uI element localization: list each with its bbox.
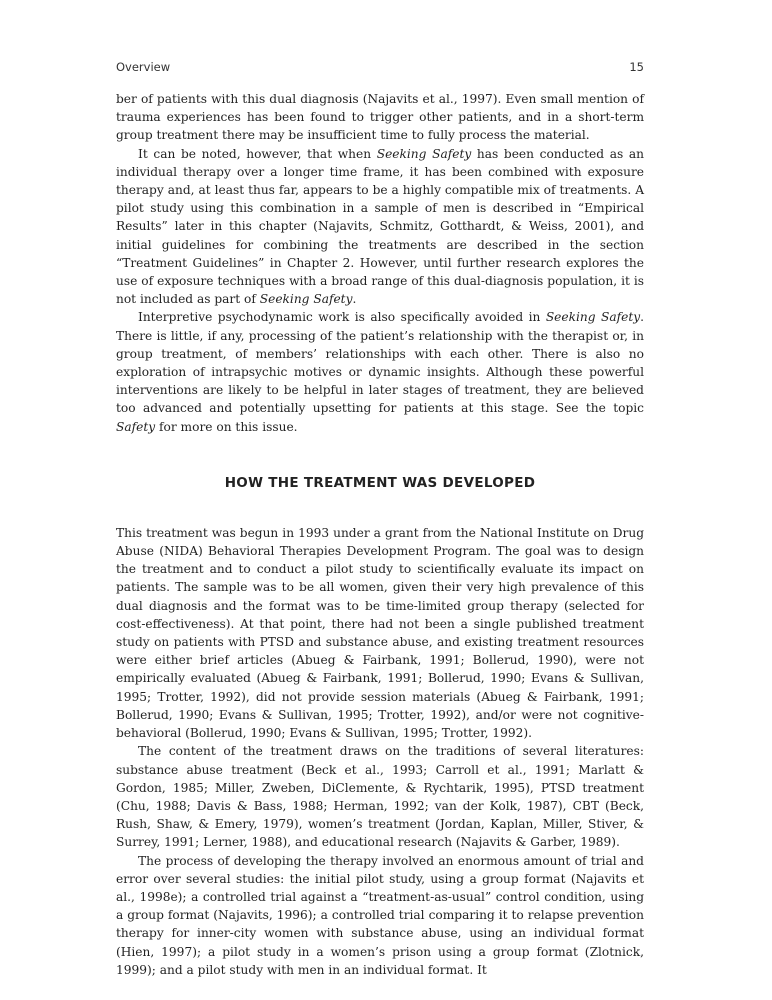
italic-title: Seeking Safety <box>376 146 472 161</box>
running-header <box>116 60 644 78</box>
text-run: Interpretive psychodynamic work is also specifically avoided in <box>138 310 546 325</box>
running-head-section: Overview <box>116 60 171 74</box>
body-paragraph <box>116 90 644 145</box>
body-paragraph <box>116 524 644 742</box>
text-run: has been conducted as an individual therapy over a longer time frame, it has been combined with exposure therapy and, at least thus far, appears to be a highly compatible mix of treatments. A pilot study using this combination in a sample of men is described in “Empirical Results” later in this chapter (Najavits, Schmitz, Gotthardt, & Weiss, 2001), and initial guidelines for combining the treatments are described in the section “Treatment Guidelines” in Chapter 2. However, until further research explores the use of exposure techniques with a broad range of this dual-diagnosis population, it is not included as part of <box>116 146 644 307</box>
text-run: The process of developing the therapy involved an enormous amount of trial and error over several studies: the initial pilot study, using a group format (Najavits et al., 1998e); a controlled trial against a “treatment-as-usual” control condition, using a group format (Najavits, 1996); a controlled trial comparing it to relapse prevention therapy for inner-city women with substance abuse, using an individual format (Hien, 1997); a pilot study in a women’s prison using a group format (Zlotnick, 1999); and a pilot study with men in an individual format. It <box>116 853 644 977</box>
body-paragraph <box>116 742 644 851</box>
text-run: . <box>352 292 357 307</box>
section-heading: HOW THE TREATMENT WAS DEVELOPED <box>224 474 536 491</box>
body-text <box>116 90 644 979</box>
text-run: It can be noted, however, that when <box>138 146 377 161</box>
body-paragraph <box>116 145 644 309</box>
page-number: 15 <box>629 60 644 74</box>
italic-topic: Safety <box>116 419 156 434</box>
text-run: for more on this issue. <box>155 419 298 434</box>
body-paragraph <box>116 308 644 435</box>
text-run: The content of the treatment draws on the traditions of several literatures: substance abuse treatment (Beck et al., 1993; Carroll et al., 1991; Marlatt & Gordon, 1985; Miller, Zweben, DiClemente, & Rychtarik, 1995), PTSD treatment (Chu, 1988; Davis & Bass, 1988; Herman, 1992; van der Kolk, 1987), CBT (Beck, Rush, Shaw, & Emery, 1979), women’s treatment (Jordan, Kaplan, Miller, Stiver, & Surrey, 1991; Lerner, 1988), and educational research (Najavits & Garber, 1989). <box>116 744 644 850</box>
text-run: . There is little, if any, processing of the patient’s relationship with the therapist or, in group treatment, of members’ relationships with each other. There is also no exploration of intrapsychic motives or dynamic insights. Although these powerful interventions are likely to be helpful in later stages of treatment, they are believed too advanced and potentially upsetting for patients at this stage. See the topic <box>116 310 644 416</box>
text-run: This treatment was begun in 1993 under a grant from the National Institute on Drug Abuse (NIDA) Behavioral Therapies Development Program. The goal was to design the treatment and to conduct a pilot study to scientifically evaluate its impact on patients. The sample was to be all women, given their very high prevalence of this dual diagnosis and the format was to be time-limited group therapy (selected for cost-effectiveness). At that point, there had not been a single published treatment study on patients with PTSD and substance abuse, and existing treatment resources were either brief articles (Abueg & Fairbank, 1991; Bollerud, 1990), were not empirically evaluated (Abueg & Fairbank, 1991; Bollerud, 1990; Evans & Sullivan, 1995; Trotter, 1992), did not provide session materials (Abueg & Fairbank, 1991; Bollerud, 1990; Evans & Sullivan, 1995; Trotter, 1992), and/or were not cognitive-behavioral (Bollerud, 1990; Evans & Sullivan, 1995; Trotter, 1992). <box>116 525 644 741</box>
italic-title: Seeking Safety <box>545 310 641 325</box>
body-paragraph <box>116 852 644 979</box>
italic-title: Seeking Safety <box>259 292 353 307</box>
text-run: ber of patients with this dual diagnosis (Najavits et al., 1997). Even small mention of trauma experiences has been found to trigger other patients, and in a short-term group treatment there may be insufficient time to fully process the material. <box>116 92 644 143</box>
